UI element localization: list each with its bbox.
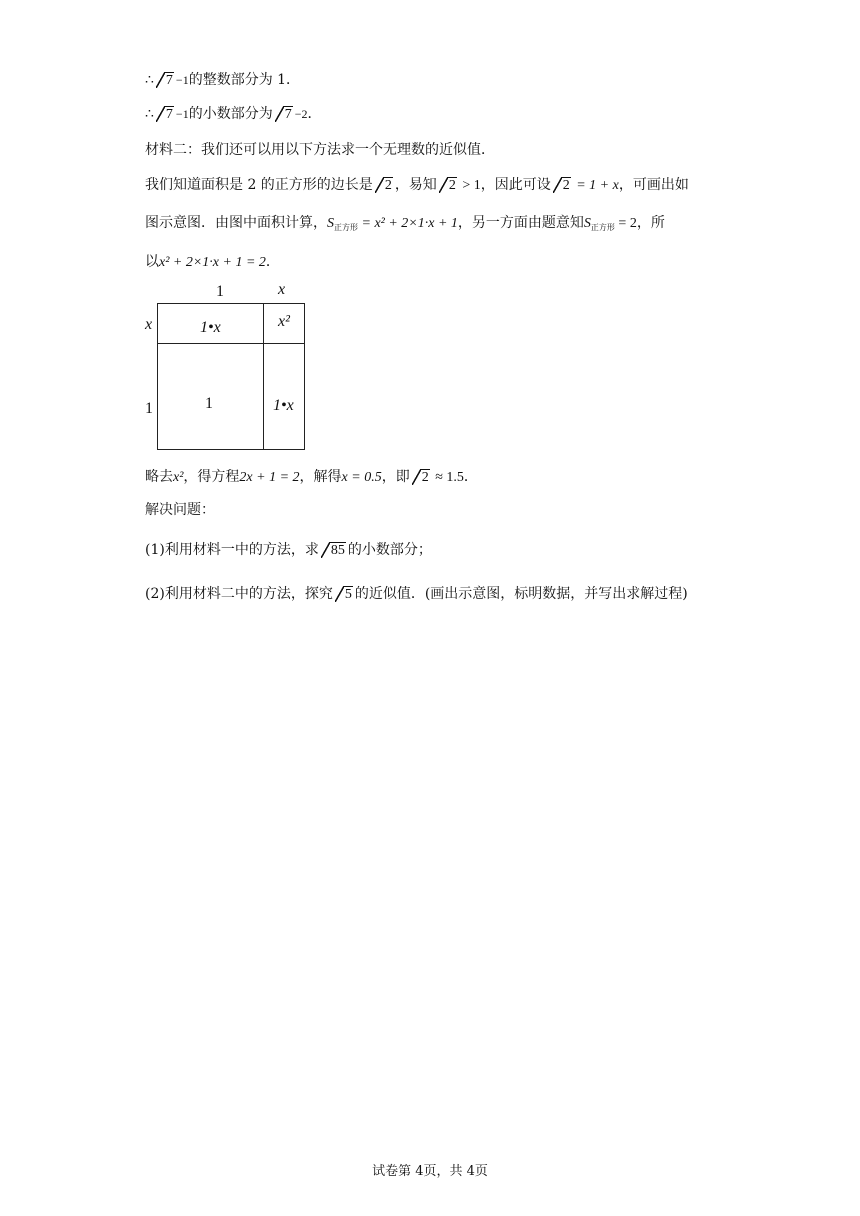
text-line-5: [145, 213, 665, 238]
approximation: ≈ 1.5: [431, 470, 464, 485]
question-text: 的小数部分；: [347, 542, 432, 558]
equation: = 1 + x: [572, 178, 619, 193]
sqrt-2: [439, 175, 457, 196]
horizontal-divider: [158, 343, 304, 344]
line-text: ，可画出如: [618, 177, 689, 193]
cell-bottom-left: 1: [205, 395, 213, 412]
radicand: 2: [384, 178, 392, 193]
sqrt-expression: [156, 104, 174, 125]
therefore-symbol: ∴: [145, 106, 154, 122]
line-text: ，另一方面由题意知: [457, 215, 584, 231]
cell-bottom-right: 1•x: [273, 397, 294, 414]
line-text: 图示意图．由图中面积计算，: [145, 215, 327, 231]
sqrt-5: [335, 584, 353, 605]
area-diagram: [140, 283, 320, 453]
radicand: 2: [421, 470, 429, 485]
area-symbol: S: [583, 216, 591, 231]
line-text: ，所: [636, 215, 665, 231]
area-subscript: 正方形: [590, 223, 615, 232]
sqrt-2: [412, 467, 430, 488]
area-equation: = x² + 2×1·x + 1: [358, 216, 458, 231]
radicand: 7: [284, 107, 292, 122]
text-line-4: [145, 175, 689, 196]
line-text: 的小数部分为: [188, 106, 273, 122]
question-text: 的近似值．(画出示意图，标明数据，并写出求解过程): [354, 586, 688, 602]
vertical-divider: [263, 304, 264, 449]
sqrt-85: [321, 540, 346, 561]
x-squared: x²: [173, 470, 184, 485]
expression-rest: −1: [175, 73, 189, 87]
therefore-symbol: ∴: [145, 72, 154, 88]
solve-heading: 解决问题：: [145, 502, 215, 518]
line-text: ，得方程: [183, 469, 240, 485]
radicand: 7: [165, 73, 173, 88]
radicand: 5: [344, 587, 352, 602]
equation: 2x + 1 = 2: [239, 470, 300, 485]
diagram-top-label-1: 1: [216, 283, 224, 300]
line-text: 的整数部分为 1．: [188, 72, 301, 88]
sqrt-value: [275, 104, 293, 125]
sqrt-expression: [156, 70, 174, 91]
line-end: ．: [265, 254, 280, 270]
text-line-1: [145, 70, 300, 91]
text-line-7: [145, 467, 478, 488]
line-text: ，即: [381, 469, 410, 485]
solution: x = 0.5: [341, 470, 382, 485]
equation: x² + 2×1·x + 1 = 2: [159, 255, 266, 270]
page-footer: 试卷第 4页，共 4页: [372, 1164, 488, 1179]
text-line-6: [145, 252, 280, 273]
value-rest: −2: [294, 107, 308, 121]
diagram-left-label-x: x: [145, 316, 153, 333]
question-text: (2)利用材料二中的方法，探究: [145, 586, 333, 602]
line-end: ．: [307, 106, 322, 122]
line-text: ，因此可设: [480, 177, 551, 193]
cell-top-right: x²: [278, 313, 290, 330]
line-end: ．: [463, 469, 478, 485]
area-symbol: S: [327, 216, 334, 231]
sqrt-2: [553, 175, 571, 196]
line-text: ，解得: [299, 469, 342, 485]
question-1: [145, 540, 432, 561]
area-subscript: 正方形: [334, 223, 358, 232]
material-two-heading: 材料二：我们还可以用以下方法求一个无理数的近似值．: [145, 142, 495, 158]
expression-rest: −1: [175, 107, 189, 121]
question-2: [145, 584, 688, 605]
radicand: 7: [165, 107, 173, 122]
line-text: 我们知道面积是 2 的正方形的边长是: [145, 177, 373, 193]
question-text: (1)利用材料一中的方法，求: [145, 542, 319, 558]
radicand: 2: [562, 178, 570, 193]
line-text: 略去: [145, 469, 173, 485]
sqrt-2: [375, 175, 393, 196]
radicand: 85: [330, 543, 345, 558]
text-line-2: [145, 104, 321, 125]
line-text: ，易知: [394, 177, 437, 193]
line-text: 以: [145, 254, 159, 270]
cell-top-left: 1•x: [200, 319, 221, 336]
area-value: = 2: [614, 216, 637, 231]
inequality: > 1: [458, 178, 481, 193]
diagram-left-label-1: 1: [145, 400, 153, 417]
diagram-top-label-x: x: [278, 281, 286, 298]
radicand: 2: [448, 178, 456, 193]
